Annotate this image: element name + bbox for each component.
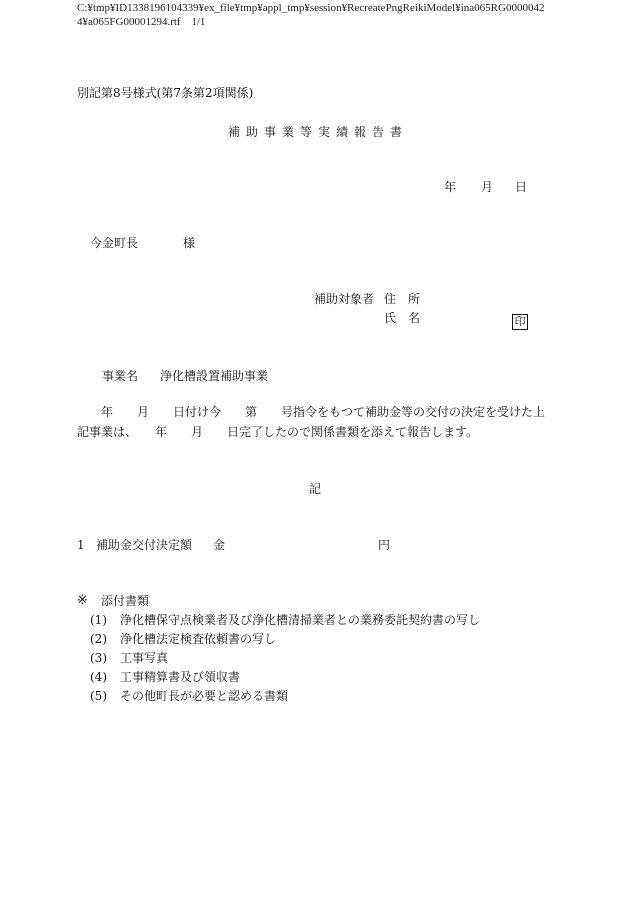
attachment-text: 浄化槽法定検査依頼書の写し bbox=[120, 632, 277, 646]
attachment-num: (2) bbox=[90, 632, 107, 646]
attachment-num: (3) bbox=[90, 651, 107, 665]
date-day: 日 bbox=[515, 180, 528, 194]
note-mark: ※ bbox=[77, 593, 88, 608]
amount-yen: 円 bbox=[378, 538, 391, 552]
date-month: 月 bbox=[481, 180, 494, 194]
attachment-num: (1) bbox=[90, 613, 107, 627]
amount-kin: 金 bbox=[213, 538, 226, 552]
attachment-item-4 bbox=[90, 670, 240, 684]
attachments-label: 添付書類 bbox=[101, 594, 150, 608]
project-name: 浄化槽設置補助事業 bbox=[160, 369, 269, 383]
attachment-item-2 bbox=[90, 632, 276, 646]
page-indicator: 1/1 bbox=[191, 16, 206, 28]
date-year: 年 bbox=[444, 180, 457, 194]
project-label: 事業名 bbox=[102, 369, 139, 383]
seal-mark bbox=[512, 310, 528, 330]
file-path-line2 bbox=[77, 16, 205, 29]
attachment-text: その他町長が必要と認める書類 bbox=[120, 689, 289, 703]
file-path-tail: 4¥a065FG00001294.rtf bbox=[77, 16, 181, 28]
attachment-item-1 bbox=[90, 613, 480, 627]
attachment-text: 浄化槽保守点検業者及び浄化槽清掃業者との業務委託契約書の写し bbox=[120, 613, 481, 627]
body-line-1: 年 月 日付け今 第 号指令をもつて補助金等の交付の決定を受けた上 bbox=[77, 405, 546, 419]
name-label: 氏 名 bbox=[384, 311, 421, 325]
ki-heading: 記 bbox=[309, 482, 322, 496]
file-path-line1: C:¥tmp¥ID1338196104339¥ex_file¥tmp¥appl_tmp¥session¥RecreatePngReikiModel¥ina065RG0000042 bbox=[77, 2, 545, 14]
attachment-item-5 bbox=[90, 689, 288, 703]
amount-label: 補助金交付決定額 bbox=[96, 538, 193, 552]
applicant-role: 補助対象者 bbox=[314, 292, 375, 306]
amount-number: 1 bbox=[77, 538, 85, 552]
form-number: 別記第8号様式(第7条第2項関係) bbox=[77, 86, 254, 100]
attachment-num: (4) bbox=[90, 670, 107, 684]
address-label: 住 所 bbox=[384, 292, 421, 306]
seal-icon: 印 bbox=[512, 314, 528, 330]
addressee-name: 今金町長 bbox=[90, 236, 139, 250]
addressee-honorific: 様 bbox=[183, 236, 196, 250]
body-line-2: 記事業は、 年 月 日完了したので関係書類を添えて報告します。 bbox=[77, 425, 479, 439]
attachment-num: (5) bbox=[90, 689, 107, 703]
attachment-text: 工事精算書及び領収書 bbox=[120, 670, 241, 684]
document-title: 補助事業等実績報告書 bbox=[228, 125, 409, 139]
attachment-text: 工事写真 bbox=[120, 651, 169, 665]
attachment-item-3 bbox=[90, 651, 168, 665]
